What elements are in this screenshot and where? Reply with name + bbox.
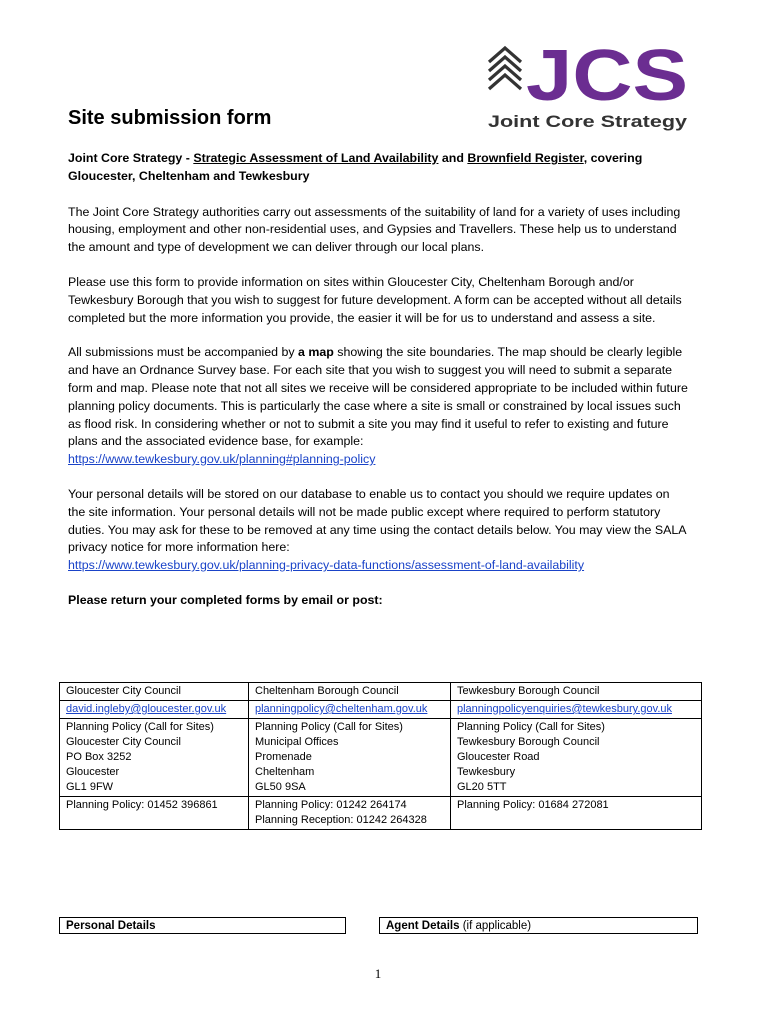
table-row bbox=[60, 701, 702, 719]
address-line: Planning Policy (Call for Sites) bbox=[66, 721, 214, 733]
logo-mark: JCS bbox=[526, 40, 688, 116]
phone-line: Planning Policy: 01242 264174 bbox=[255, 799, 407, 811]
address-line: Cheltenham bbox=[255, 766, 315, 778]
agent-details-label: Agent Details bbox=[386, 920, 460, 932]
gloucester-email-link[interactable]: david.ingleby@gloucester.gov.uk bbox=[66, 703, 227, 715]
intro-paragraph-2: Please use this form to provide information on sites within Gloucester City, Cheltenham Borough and/or Tewkesbury Borough that you wish to suggest for future development. A form can be accepted without all details completed but the more information you provide, the easier it will be for us to understand and assess a site. bbox=[68, 274, 682, 325]
privacy-notice-link[interactable]: https://www.tewkesbury.gov.uk/planning-privacy-data-functions/assessment-of-land-availability bbox=[68, 558, 585, 573]
cheltenham-phone bbox=[249, 797, 451, 830]
address-line: Tewkesbury Borough Council bbox=[457, 736, 600, 748]
address-line: GL1 9FW bbox=[66, 781, 114, 793]
address-line: Gloucester Road bbox=[457, 751, 540, 763]
address-line: Gloucester bbox=[66, 766, 120, 778]
p3-before: All submissions must be accompanied by bbox=[68, 345, 299, 360]
sala-link-text[interactable]: Strategic Assessment of Land Availability bbox=[193, 151, 439, 165]
planning-policy-link[interactable]: https://www.tewkesbury.gov.uk/planning#planning-policy bbox=[68, 452, 376, 467]
page-title: Site submission form bbox=[68, 107, 272, 129]
agent-details-header bbox=[379, 917, 698, 934]
chevron-stack-icon bbox=[489, 48, 521, 89]
cheltenham-name: Cheltenham Borough Council bbox=[249, 683, 451, 701]
personal-details-header: Personal Details bbox=[59, 917, 346, 934]
logo-subtitle: Joint Core Strategy bbox=[488, 112, 688, 131]
intro-paragraph-1: The Joint Core Strategy authorities carry out assessments of the suitability of land for a variety of uses including housing, employment and other non-residential uses, and Gypsies and Travellers. These help us to understand the amount and type of development we can deliver through our local plans. bbox=[68, 204, 681, 255]
address-line: Municipal Offices bbox=[255, 736, 339, 748]
subheading-middle: and bbox=[438, 151, 468, 165]
jcs-logo bbox=[486, 40, 690, 132]
tewkesbury-phone bbox=[451, 797, 702, 830]
p3-bold: a map bbox=[298, 345, 334, 360]
address-line: Planning Policy (Call for Sites) bbox=[457, 721, 605, 733]
p3-after: showing the site boundaries. The map should be clearly legible and have an Ordnance Survey base. For each site that you wish to suggest you will need to submit a separate form and map. Please note that not all sites we receive will be considered appropriate to be included within future planning policy documents. This is particularly the case where a site is small or constrained by local issues such as flood risk. In considering whether or not to submit a site you may find it useful to refer to existing and future plans and the associated evidence base, for example: bbox=[68, 345, 688, 449]
subheading-suffix: , covering Gloucester, Cheltenham and Tewkesbury bbox=[68, 151, 643, 183]
gloucester-name: Gloucester City Council bbox=[60, 683, 249, 701]
gloucester-phone bbox=[60, 797, 249, 830]
subheading-prefix: Joint Core Strategy - bbox=[68, 151, 194, 165]
intro-paragraph-4 bbox=[68, 486, 690, 575]
address-line: Tewkesbury bbox=[457, 766, 516, 778]
p4-text: Your personal details will be stored on our database to enable us to contact you should we require updates on the site information. Your personal details will not be made public except where required to perform statutory duties. You may ask for these to be removed at any time using the contact details below. You may view the SALA privacy notice for more information here: bbox=[68, 486, 686, 555]
form-intro bbox=[68, 150, 690, 622]
tewkesbury-email-link[interactable]: planningpolicyenquiries@tewkesbury.gov.uk bbox=[457, 703, 672, 715]
phone-line: Planning Policy: 01684 272081 bbox=[457, 799, 609, 811]
table-row bbox=[60, 719, 702, 797]
intro-paragraph-3 bbox=[68, 344, 690, 469]
cheltenham-email-link[interactable]: planningpolicy@cheltenham.gov.uk bbox=[255, 703, 428, 715]
return-heading: Please return your completed forms by email or post: bbox=[68, 592, 383, 607]
brownfield-register-link-text[interactable]: Brownfield Register bbox=[467, 151, 584, 165]
phone-line: Planning Policy: 01452 396861 bbox=[66, 799, 218, 811]
address-line: GL50 9SA bbox=[255, 781, 306, 793]
gloucester-address bbox=[60, 719, 249, 797]
address-line: Promenade bbox=[255, 751, 312, 763]
page-number: 1 bbox=[374, 966, 382, 981]
jcs-logo-graphic bbox=[486, 40, 690, 132]
table-row bbox=[60, 683, 702, 701]
address-line: Gloucester City Council bbox=[66, 736, 181, 748]
agent-details-note: (if applicable) bbox=[459, 920, 532, 932]
address-line: PO Box 3252 bbox=[66, 751, 132, 763]
table-row bbox=[60, 797, 702, 830]
address-line: Planning Policy (Call for Sites) bbox=[255, 721, 403, 733]
council-contacts-table bbox=[59, 682, 702, 830]
address-line: GL20 5TT bbox=[457, 781, 507, 793]
phone-line: Planning Reception: 01242 264328 bbox=[255, 814, 427, 826]
cheltenham-address bbox=[249, 719, 451, 797]
tewkesbury-address bbox=[451, 719, 702, 797]
subheading bbox=[68, 150, 690, 186]
tewkesbury-name: Tewkesbury Borough Council bbox=[451, 683, 702, 701]
